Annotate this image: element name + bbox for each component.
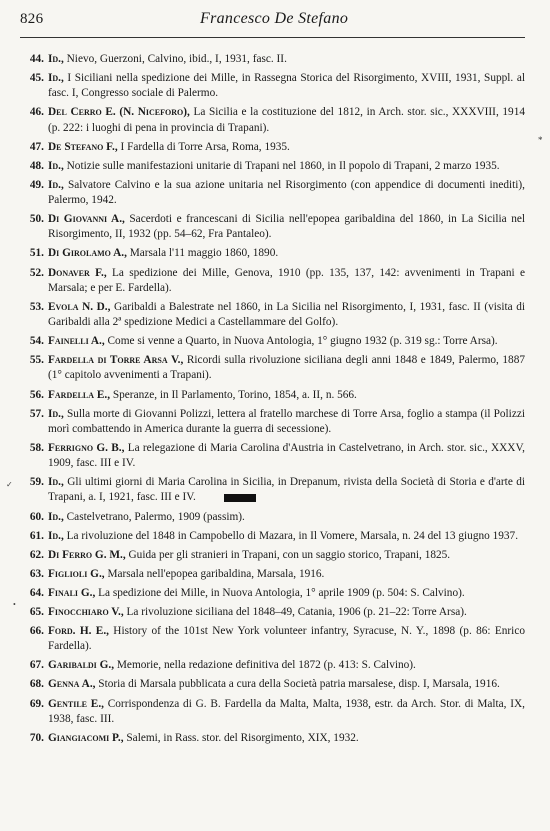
redaction-bar: [224, 494, 256, 502]
entry-body: [48, 178, 525, 208]
entry-body: [48, 731, 525, 746]
entry-citation: I Siciliani nella spedizione dei Mille, in Rassegna Storica del Risorgimento, XVIII, 1931, Suppl. al fasc. I, Congresso sociale di Palermo.: [48, 72, 525, 100]
bibliography-list: [20, 52, 525, 750]
entry-body: [48, 388, 525, 403]
margin-mark-left: ✓: [6, 480, 13, 489]
entry-body: [48, 567, 525, 582]
bibliography-entry: [20, 567, 525, 582]
entry-number: 70.: [29, 731, 44, 744]
entry-citation: Come si venne a Quarto, in Nuova Antologia, 1° giugno 1932 (p. 319 sg.: Torre Arsa).: [104, 335, 498, 348]
page-header: [0, 0, 550, 40]
entry-body: [48, 510, 525, 525]
entry-author: Fainelli A.,: [48, 335, 105, 348]
entry-author: Gentile E.,: [48, 697, 104, 710]
bibliography-entry: [20, 300, 525, 330]
entry-author: Figlioli G.,: [48, 567, 105, 580]
entry-number: 48.: [29, 159, 44, 172]
entry-number: 59.: [29, 476, 44, 489]
page-number: 826: [20, 11, 44, 27]
bibliography-entry: [20, 441, 525, 471]
entry-body: [48, 52, 525, 67]
entry-author: Id.,: [48, 53, 64, 65]
entry-citation: La spedizione dei Mille, Genova, 1910 (pp. 135, 137, 142: avvenimenti in Trapani e Marsala; e per E. Fardella).: [48, 266, 525, 294]
entry-number: 63.: [29, 567, 44, 580]
entry-author: Di Girolamo A.,: [48, 247, 127, 260]
entry-citation: Ricordi sulla rivoluzione siciliana degli anni 1848 e 1849, Palermo, 1887 (1° capitolo avvenimenti a Trapani).: [48, 354, 525, 382]
bibliography-entry: [20, 178, 525, 208]
entry-author: Genna A.,: [48, 678, 96, 691]
entry-author: Di Giovanni A.,: [48, 213, 125, 226]
entry-number: 58.: [29, 441, 44, 454]
entry-number: 44.: [29, 53, 44, 65]
entry-number: 62.: [29, 548, 44, 561]
entry-body: [48, 159, 525, 174]
entry-number: 61.: [29, 529, 44, 542]
entry-number: 50.: [29, 213, 44, 226]
entry-author: Giangiacomi P.,: [48, 731, 124, 744]
bibliography-entry: [20, 212, 525, 242]
entry-citation: Guida per gli stranieri in Trapani, con un saggio storico, Trapani, 1825.: [125, 548, 451, 561]
entry-citation: La Sicilia e la costituzione del 1812, in Arch. stor. sic., XXXVIII, 1914 (p. 222: i luoghi di pena in provincia di Trapani).: [48, 106, 525, 134]
entry-body: [48, 441, 525, 471]
entry-body: [48, 697, 525, 727]
entry-body: [48, 529, 525, 544]
entry-author: Donaver F.,: [48, 266, 107, 279]
entry-author: Di Ferro G. M.,: [48, 548, 126, 561]
entry-body: [48, 586, 525, 601]
header-rule: [20, 37, 525, 38]
entry-number: 66.: [29, 625, 44, 638]
entry-citation: Corrispondenza di G. B. Fardella da Malta, Malta, 1938, estr. da Arch. Stor. di Malta, IX, 1938, fasc. III.: [48, 697, 526, 725]
entry-author: Fardella E.,: [48, 388, 111, 401]
entry-number: 56.: [29, 388, 44, 401]
entry-citation: Sacerdoti e francescani di Sicilia nell'epopea garibaldina del 1860, in La Sicilia nel Risorgimento, II, 1932 (pp. 54–62, Fra Pantaleo).: [48, 213, 525, 241]
entry-author: Id.,: [48, 407, 64, 420]
entry-number: 54.: [29, 335, 44, 348]
entry-citation: Castelvetrano, Palermo, 1909 (passim).: [63, 510, 245, 523]
bibliography-entry: [20, 246, 525, 261]
bibliography-entry: [20, 159, 525, 174]
entry-citation: History of the 101st New York volunteer infantry, Syracuse, N. Y., 1898 (p. 86: Enrico Fardella).: [48, 625, 525, 653]
margin-mark-right: *: [538, 135, 543, 145]
entry-body: [48, 246, 525, 261]
entry-author: Id.,: [48, 529, 64, 542]
entry-citation: Storia di Marsala pubblicata a cura della Società patria marsalese, disp. I, Marsala, 1916.: [95, 678, 500, 691]
entry-number: 51.: [29, 247, 44, 260]
bibliography-entry: [20, 677, 525, 692]
entry-author: Finali G.,: [48, 586, 96, 599]
entry-number: 68.: [29, 678, 44, 691]
bibliography-entry: [20, 658, 525, 673]
bibliography-entry: [20, 475, 525, 505]
bibliography-entry: [20, 388, 525, 403]
entry-citation: La rivoluzione siciliana del 1848–49, Catania, 1906 (p. 21–22: Torre Arsa).: [123, 606, 467, 618]
entry-author: Finocchiaro V.,: [48, 606, 124, 618]
entry-author: Ferrigno G. B.,: [48, 441, 125, 454]
entry-author: Id.,: [48, 72, 64, 85]
bibliography-entry: [20, 407, 525, 437]
bibliography-entry: [20, 266, 525, 296]
bibliography-entry: [20, 353, 525, 383]
entry-citation: Salemi, in Rass. stor. del Risorgimento, XIX, 1932.: [123, 731, 359, 744]
entry-number: 64.: [29, 586, 44, 599]
entry-number: 52.: [29, 266, 44, 279]
entry-number: 69.: [29, 697, 44, 710]
entry-body: [48, 605, 525, 620]
entry-citation: Memorie, nella redazione definitiva del 1872 (p. 413: S. Calvino).: [114, 659, 416, 672]
entry-citation: Speranze, in Il Parlamento, Torino, 1854, a. II, n. 566.: [110, 388, 357, 401]
entry-body: [48, 548, 525, 563]
entry-body: [48, 300, 525, 330]
entry-citation: Garibaldi a Balestrate nel 1860, in La Sicilia nel Risorgimento, I, 1931, fasc. II (visita di Garibaldi alla 2ª spedizione Medici a Castellammare del Golfo).: [48, 300, 525, 329]
entry-number: 65.: [29, 606, 44, 618]
entry-number: 49.: [29, 178, 44, 191]
bibliography-entry: [20, 510, 525, 525]
entry-author: Id.,: [48, 178, 64, 191]
entry-body: [48, 677, 525, 692]
entry-citation: Gli ultimi giorni di Maria Carolina in Sicilia, in Drepanum, rivista della Società di Storia e d'arte di Trapani, a. I, 1921, fasc. III e IV.: [48, 476, 525, 504]
entry-author: Id.,: [48, 159, 64, 172]
bibliography-entry: [20, 697, 525, 727]
bibliography-entry: [20, 52, 525, 67]
entry-citation: Notizie sulle manifestazioni unitarie di Trapani nel 1860, in Il popolo di Trapani, 2 marzo 1935.: [63, 159, 500, 172]
entry-citation: I Fardella di Torre Arsa, Roma, 1935.: [117, 140, 290, 153]
entry-citation: Nievo, Guerzoni, Calvino, ibid., I, 1931, fasc. II.: [63, 53, 287, 65]
entry-body: [48, 353, 525, 383]
entry-citation: Salvatore Calvino e la sua azione unitaria nel Risorgimento (con appendice di documenti inediti), Palermo, 1942.: [48, 178, 525, 207]
entry-number: 67.: [29, 659, 44, 672]
margin-mark-dot: •: [13, 600, 16, 609]
entry-author: Id.,: [48, 510, 64, 523]
entry-author: Garibaldi G.,: [48, 659, 115, 672]
bibliography-entry: [20, 334, 525, 349]
entry-body: [48, 475, 525, 505]
entry-body: [48, 212, 525, 242]
entry-number: 45.: [29, 72, 44, 85]
entry-number: 60.: [29, 510, 44, 523]
entry-author: Evola N. D.,: [48, 300, 111, 313]
bibliography-entry: [20, 624, 525, 654]
entry-citation: La spedizione dei Mille, in Nuova Antologia, 1° aprile 1909 (p. 504: S. Calvino).: [95, 586, 465, 599]
entry-body: [48, 407, 525, 437]
entry-body: [48, 105, 525, 135]
entry-citation: Sulla morte di Giovanni Polizzi, lettera al fratello marchese di Torre Arsa, foglio a stampa (il Polizzi morì combattendo in America durante la guerra di secessione).: [48, 407, 525, 435]
running-title: Francesco De Stefano: [200, 10, 349, 27]
entry-number: 57.: [29, 407, 44, 420]
bibliography-entry: [20, 605, 525, 620]
entry-body: [48, 334, 525, 349]
entry-citation: Marsala l'11 maggio 1860, 1890.: [126, 247, 279, 260]
entry-citation: La relegazione di Maria Carolina d'Austria in Castelvetrano, in Arch. stor. sic., XXXV, 1909, fasc. III e IV.: [48, 441, 525, 470]
entry-author: Del Cerro E. (N. Niceforo),: [48, 106, 190, 119]
bibliography-entry: [20, 586, 525, 601]
bibliography-entry: [20, 105, 525, 135]
entry-author: Id.,: [48, 476, 64, 489]
entry-citation: Marsala nell'epopea garibaldina, Marsala, 1916.: [104, 567, 325, 580]
entry-number: 55.: [29, 354, 44, 367]
entry-number: 47.: [29, 140, 44, 153]
entry-body: [48, 624, 525, 654]
bibliography-entry: [20, 529, 525, 544]
bibliography-entry: [20, 140, 525, 155]
bibliography-entry: [20, 731, 525, 746]
entry-number: 53.: [29, 300, 44, 313]
entry-author: De Stefano F.,: [48, 140, 118, 153]
entry-body: [48, 140, 525, 155]
entry-body: [48, 658, 525, 673]
entry-number: 46.: [29, 106, 44, 119]
entry-body: [48, 71, 525, 101]
bibliography-entry: [20, 548, 525, 563]
entry-citation: La rivoluzione del 1848 in Campobello di Mazara, in Il Vomere, Marsala, n. 24 del 13 giugno 1937.: [63, 529, 519, 542]
entry-body: [48, 266, 525, 296]
entry-author: Fardella di Torre Arsa V.,: [48, 354, 184, 367]
bibliography-entry: [20, 71, 525, 101]
entry-author: Ford. H. E.,: [48, 625, 109, 638]
